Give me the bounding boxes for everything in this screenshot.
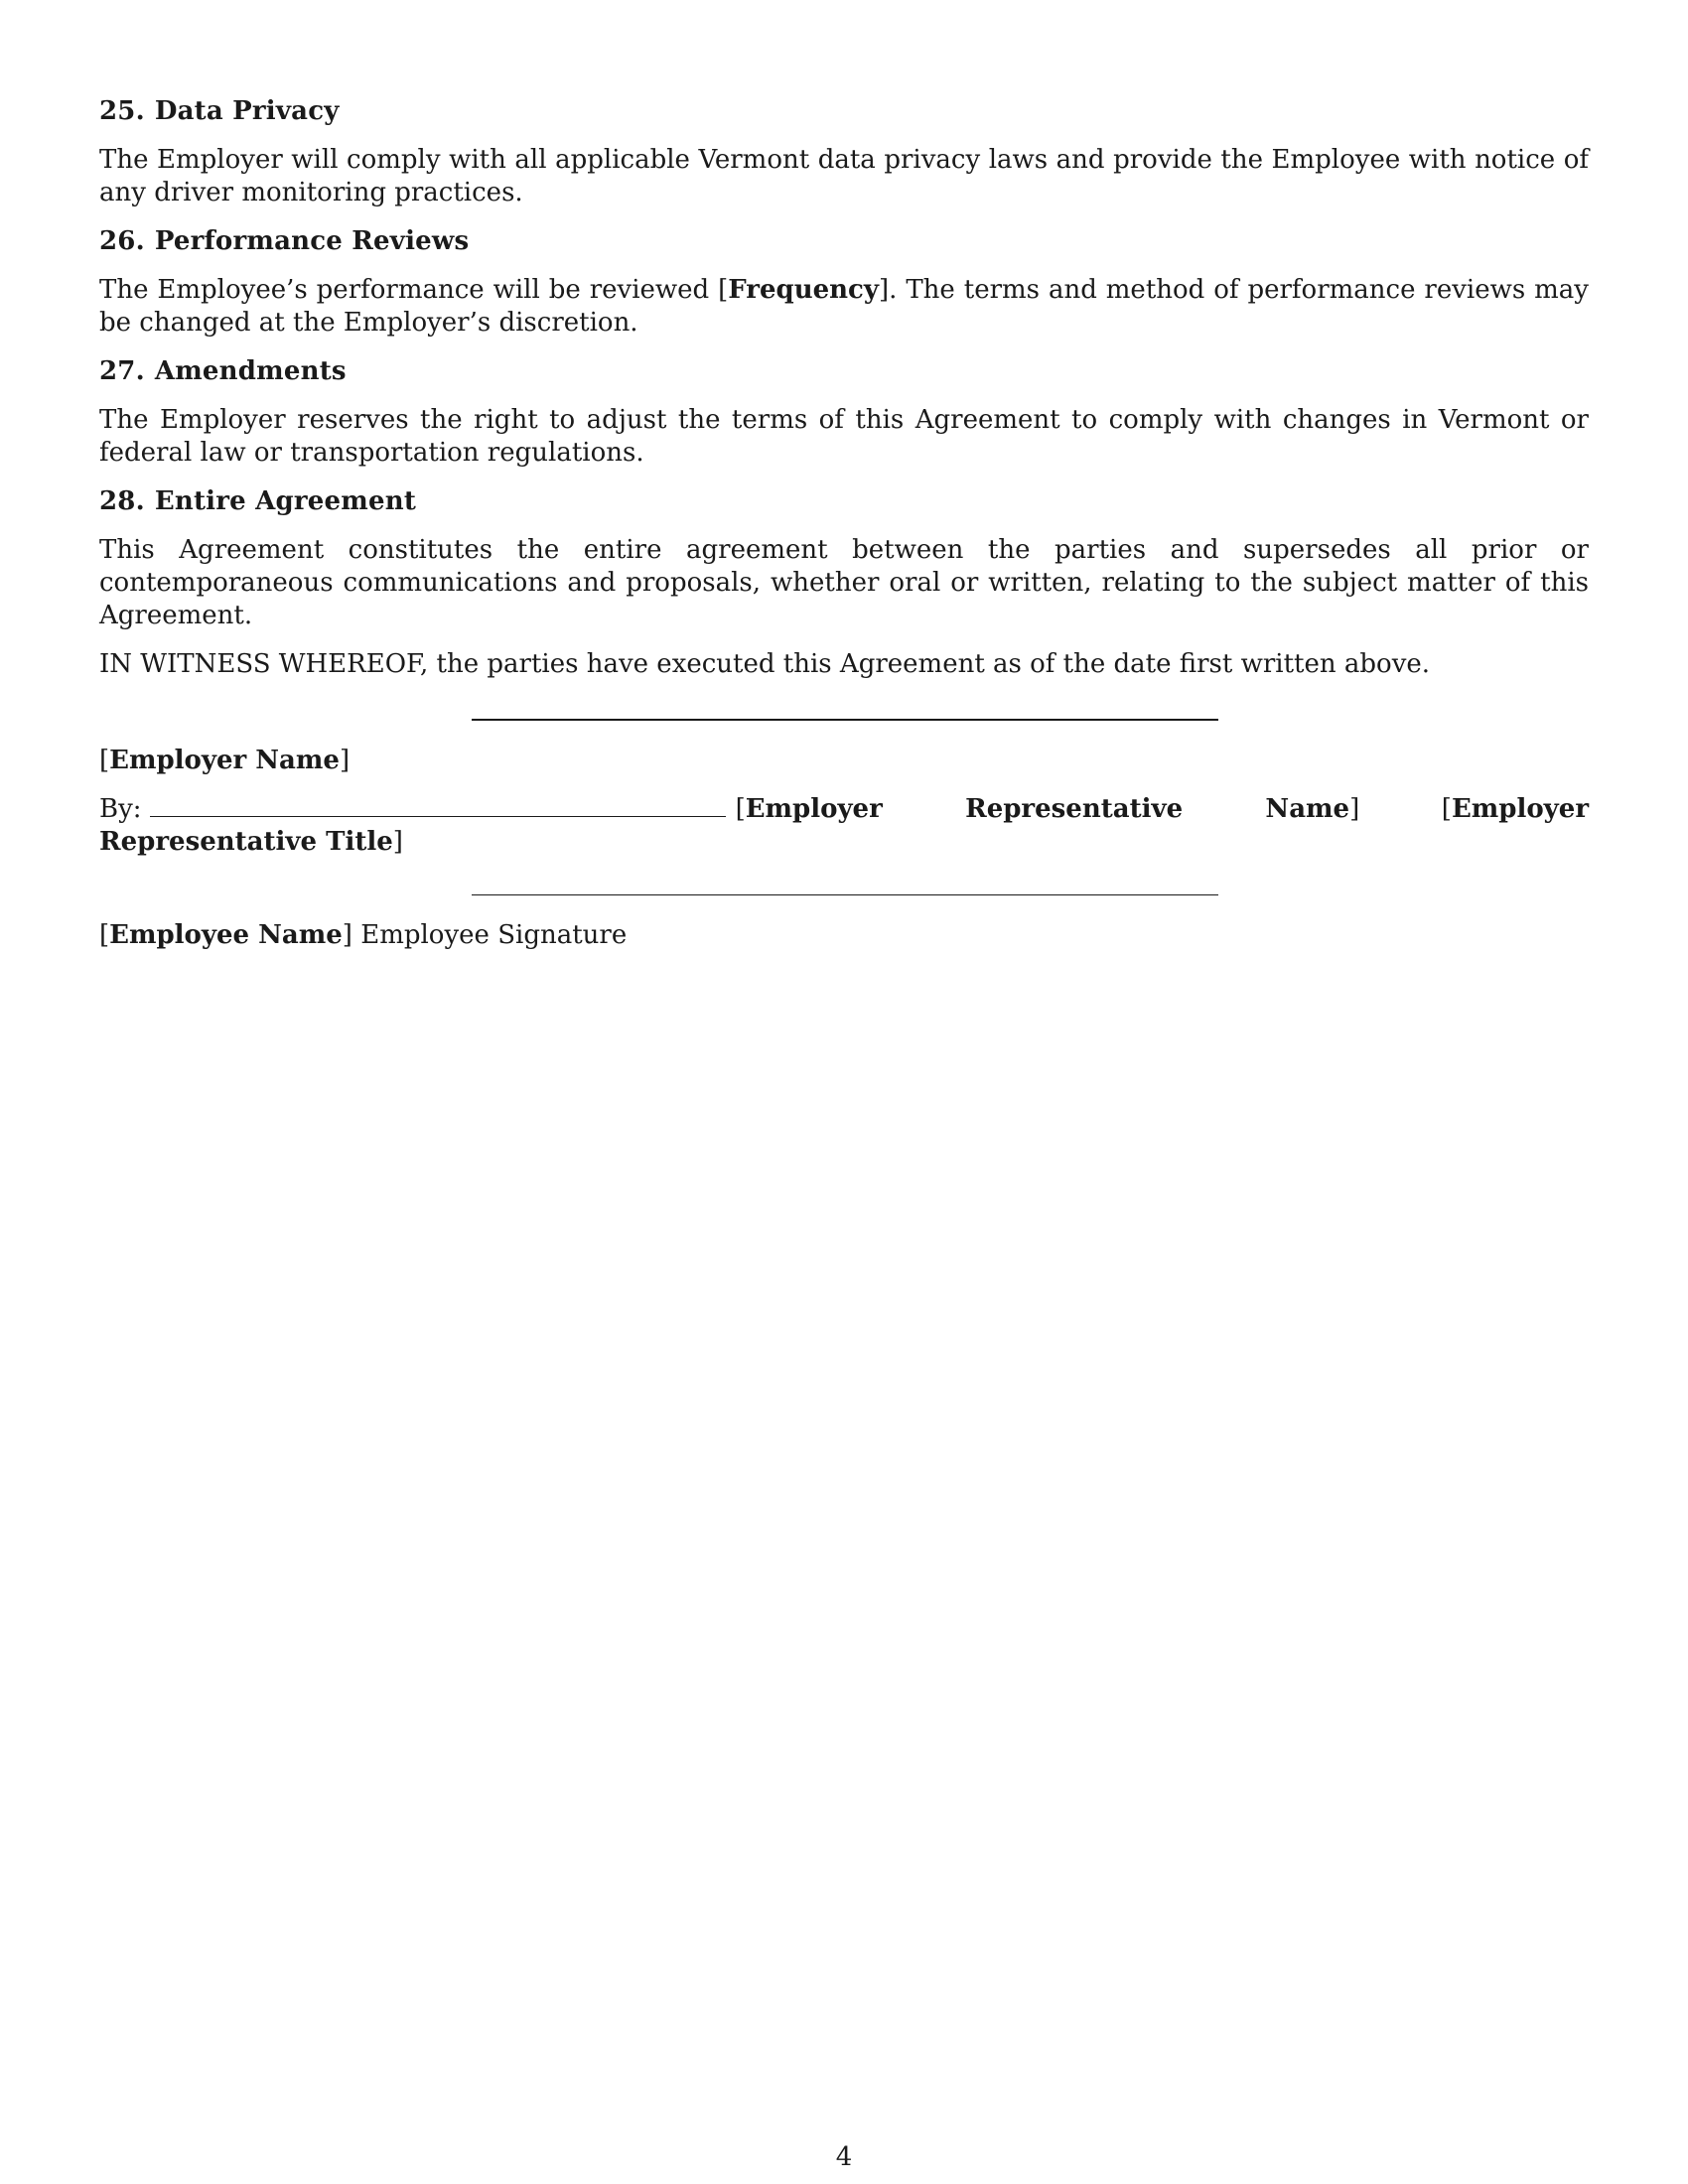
body-text-post: ]. The terms and method of performance reviews may be changed at the Employer’s discretion. [99, 275, 1589, 338]
section-26-heading [99, 225, 1589, 258]
bracket: [ [735, 794, 746, 824]
section-25-heading [99, 95, 1589, 128]
rep-title-part2: Title [326, 827, 393, 857]
section-number: 25. [99, 96, 145, 126]
document-page [99, 95, 1589, 952]
employee-signature-label: Employee Signature [360, 920, 628, 950]
bracket: ] [392, 827, 403, 857]
body-text-pre: The Employee’s performance will be reviewed [ [99, 275, 729, 305]
bracket: ] [1349, 794, 1360, 824]
employer-name-placeholder: Employer Name [109, 746, 340, 775]
employer-by-row [99, 793, 1589, 859]
employer-rep-name-placeholder: Employer Representative Name [745, 794, 1350, 824]
employee-name-placeholder: Employee Name [109, 920, 343, 950]
frequency-placeholder: Frequency [728, 275, 879, 305]
bracket: ] [342, 920, 352, 950]
section-25-body: The Employer will comply with all applicable Vermont data privacy laws and provide the Employee with notice of any driver monitoring practices. [99, 145, 1589, 207]
bracket: ] [339, 746, 351, 775]
section-number: 28. [99, 486, 145, 516]
section-title: Entire Agreement [154, 486, 417, 516]
witness-statement: IN WITNESS WHEREOF, the parties have executed this Agreement as of the date first written above. [99, 649, 1431, 679]
page-number: 4 [835, 2142, 853, 2172]
by-signature-blank [150, 794, 726, 817]
section-27-body: The Employer reserves the right to adjust the terms of this Agreement to comply with changes in Vermont or federal law or transportation regulations. [99, 405, 1589, 468]
section-27-heading [99, 355, 1589, 388]
bracket: [ [1441, 794, 1452, 824]
bracket: [ [99, 746, 110, 775]
section-28-heading [99, 485, 1589, 518]
employee-signature-line [472, 894, 1218, 895]
section-number: 26. [99, 226, 145, 256]
bracket: [ [99, 920, 110, 950]
employer-name-block [99, 745, 1589, 777]
section-title: Performance Reviews [154, 226, 470, 256]
section-26-body [99, 274, 1589, 340]
section-title: Data Privacy [154, 96, 340, 126]
section-number: 27. [99, 356, 145, 386]
employee-name-block [99, 919, 1589, 952]
by-label: By: [99, 794, 142, 824]
section-title: Amendments [154, 356, 347, 386]
section-28-body: This Agreement constitutes the entire agreement between the parties and supersedes all prior or contemporaneous communications and proposals, whether oral or written, relating to the subject matter of this Agreement. [99, 535, 1589, 630]
rep-title-part1: Employer Representative [99, 794, 1590, 857]
employer-signature-line [472, 719, 1218, 721]
